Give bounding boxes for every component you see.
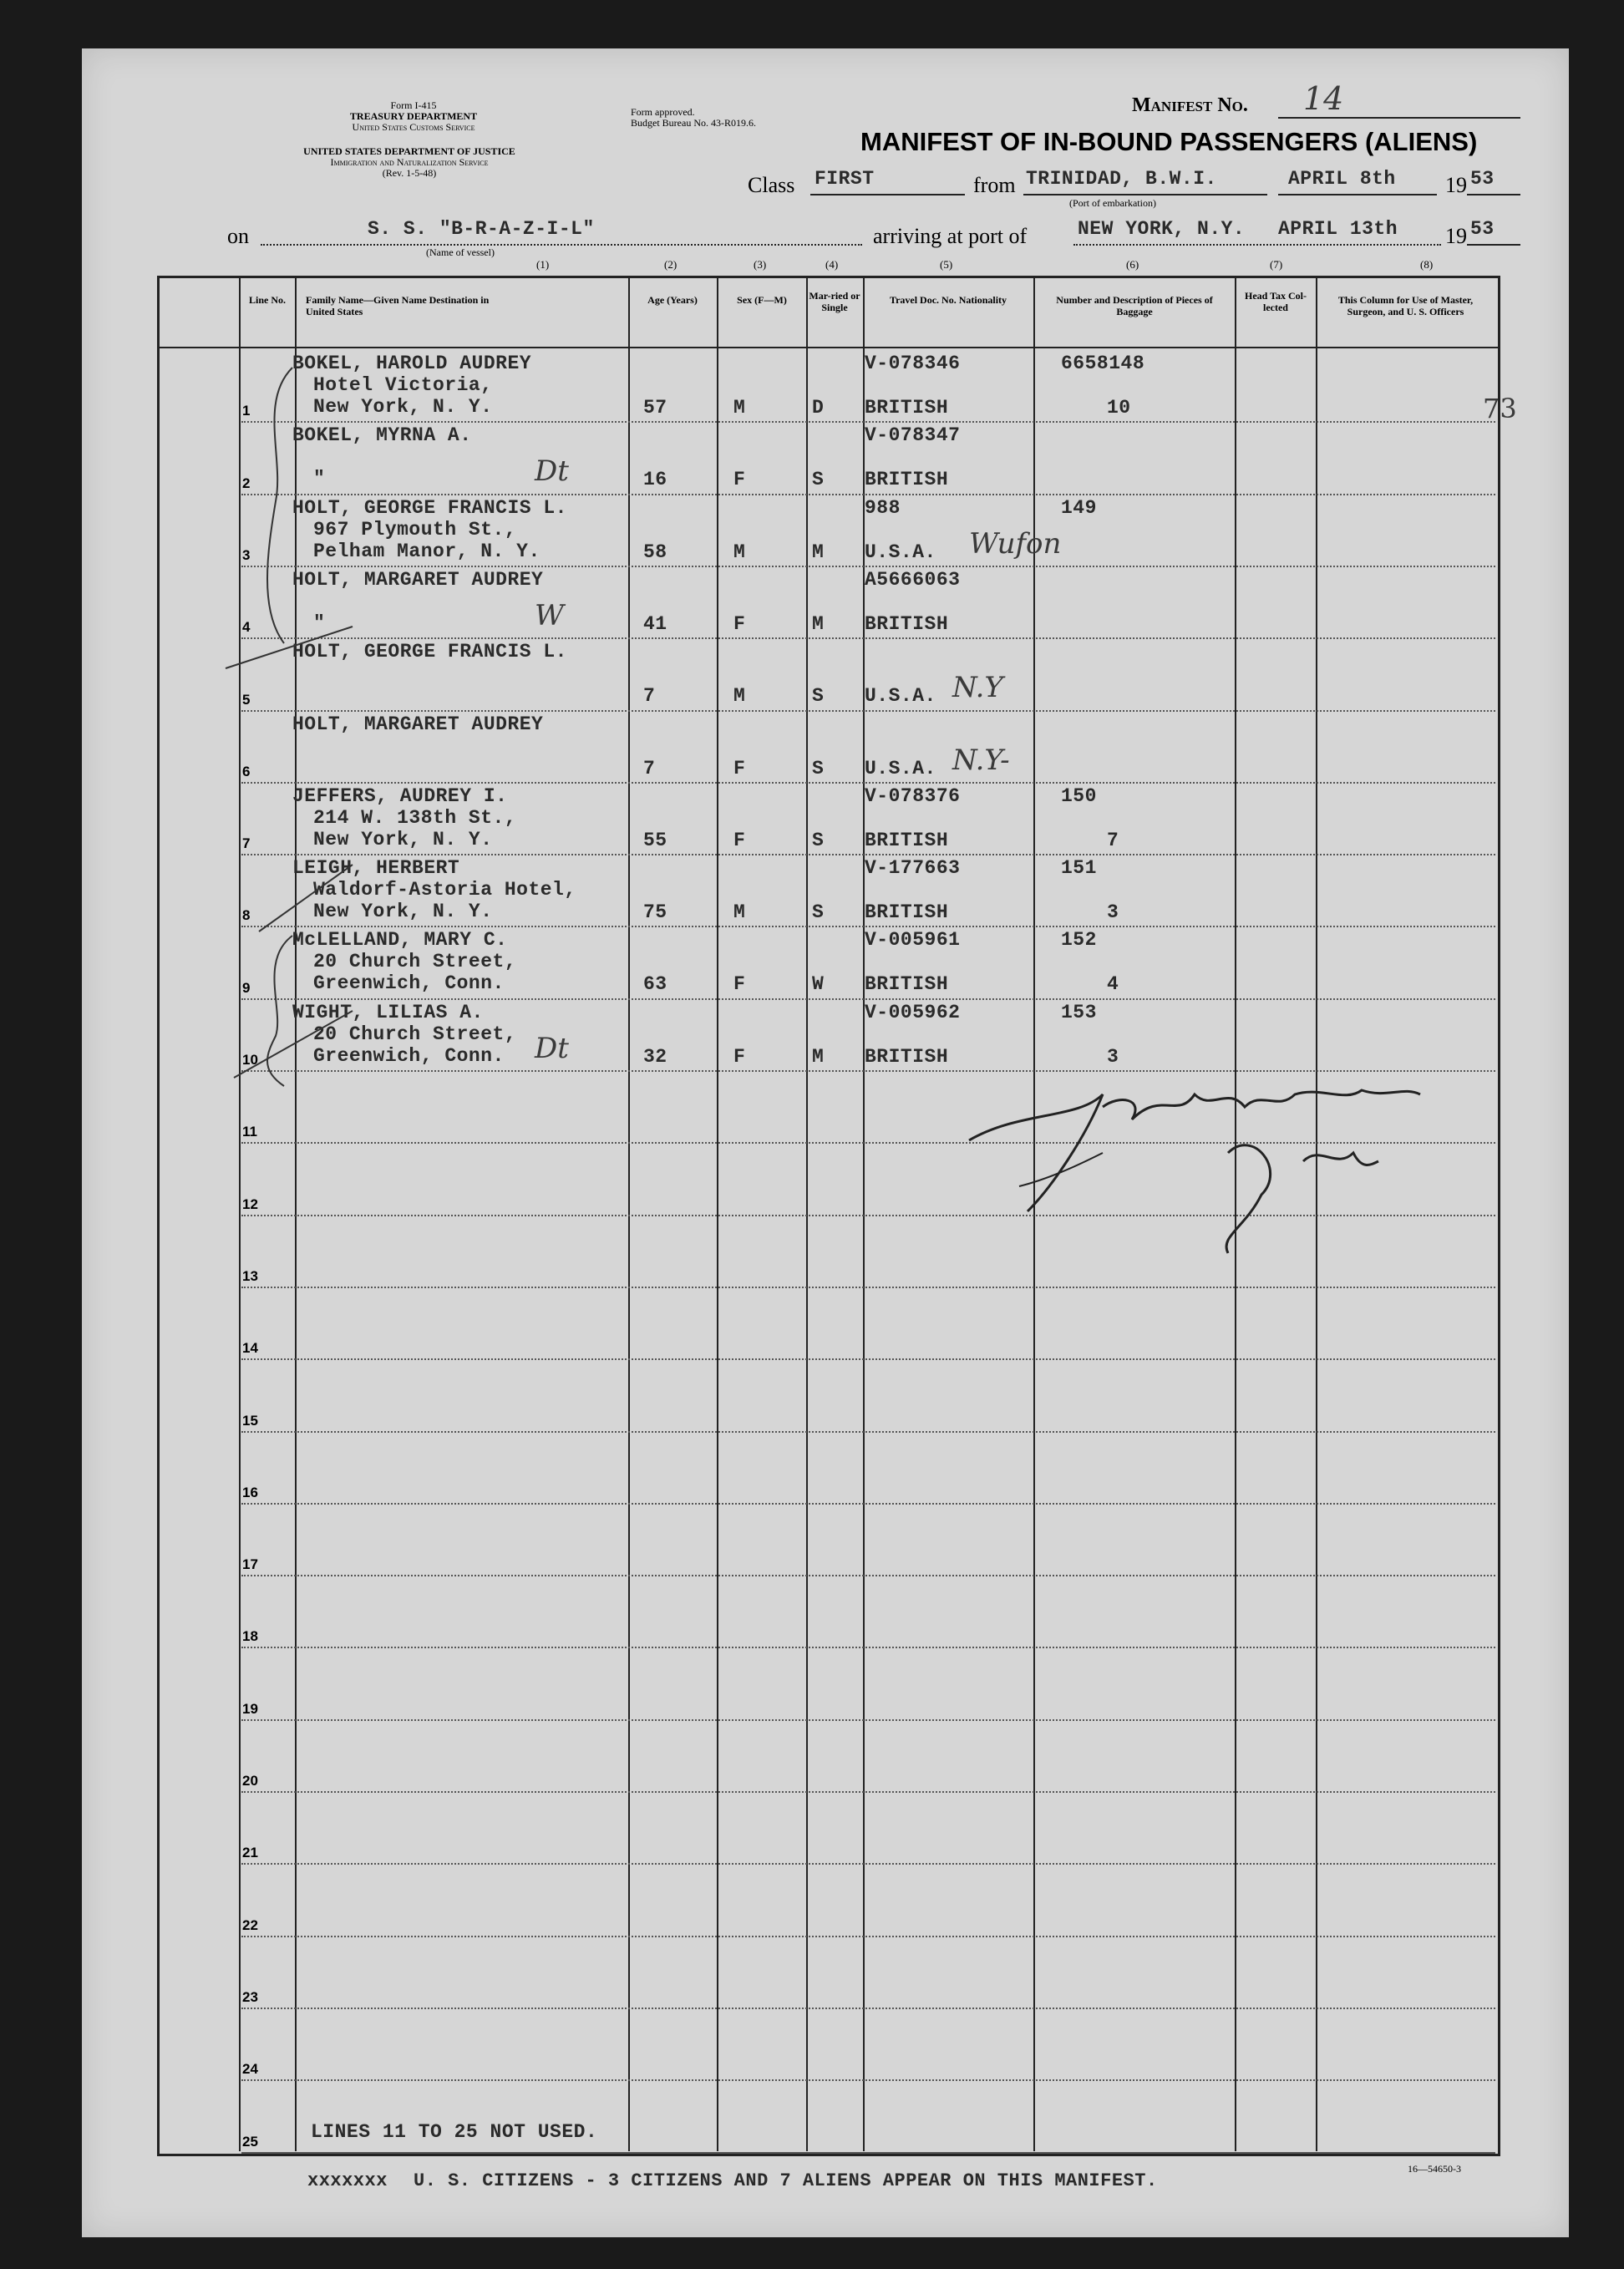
passenger-age: 55: [643, 829, 667, 851]
row-divider: [241, 998, 1495, 1000]
nationality: BRITISH: [865, 469, 949, 491]
passenger-marital-status: S: [812, 685, 825, 708]
footer-code: 16—54650-3: [1408, 2163, 1461, 2175]
passenger-address-1: 214 W. 138th St.,: [313, 806, 517, 829]
passenger-sex: F: [733, 829, 746, 851]
line-number: 17: [242, 1556, 258, 1573]
line-number: 20: [242, 1773, 258, 1789]
line-number: 24: [242, 2061, 258, 2078]
bracket-marks: [159, 351, 359, 1103]
col-num-8: (8): [1420, 258, 1434, 271]
travel-doc-number: 988: [865, 496, 901, 519]
col-num-3: (3): [754, 258, 767, 271]
row-divider: [241, 1503, 1495, 1505]
line-number: 11: [242, 1124, 257, 1140]
passenger-sex: M: [733, 685, 746, 708]
passenger-address-2: Greenwich, Conn.: [313, 1044, 505, 1067]
passenger-age: 63: [643, 973, 667, 996]
official-signature: [952, 1061, 1470, 1270]
baggage-pieces: 10: [1107, 397, 1131, 419]
passenger-address-1: Waldorf-Astoria Hotel,: [313, 879, 576, 901]
vessel-label: (Name of vessel): [426, 246, 495, 258]
nationality: BRITISH: [865, 829, 949, 851]
travel-doc-number: V-078346: [865, 353, 961, 374]
treasury-label: TREASURY DEPARTMENT: [349, 110, 478, 122]
nationality: BRITISH: [865, 973, 949, 996]
header-baggage: Number and Description of Pieces of Baggage: [1056, 294, 1213, 317]
passenger-sex: F: [733, 469, 746, 491]
line-number: 14: [242, 1340, 258, 1357]
passenger-address-2: Pelham Manor, N. Y.: [313, 540, 540, 562]
passenger-name: HOLT, GEORGE FRANCIS L.: [292, 496, 567, 519]
line-number: 5: [242, 691, 251, 708]
passenger-address-1: 20 Church Street,: [313, 1023, 517, 1045]
row-divider: [241, 1647, 1495, 1648]
baggage-number: 151: [1061, 857, 1097, 880]
row-divider: [241, 710, 1495, 712]
baggage-pieces: 7: [1107, 829, 1119, 851]
passenger-address-2: New York, N. Y.: [313, 396, 493, 418]
travel-doc-number: V-005961: [865, 929, 961, 952]
handwritten-note: Dt: [535, 454, 569, 489]
passenger-marital-status: S: [812, 469, 825, 491]
travel-doc-number: V-078347: [865, 424, 961, 447]
baggage-pieces: 4: [1107, 973, 1119, 996]
passenger-address-2: New York, N. Y.: [313, 901, 493, 923]
baggage-number: 153: [1061, 1001, 1097, 1023]
row-divider: [241, 782, 1495, 784]
row-divider: [241, 1719, 1495, 1721]
line-number: 6: [242, 763, 251, 779]
row-divider: [241, 2152, 1495, 2154]
form-approved: Form approved.: [631, 106, 695, 118]
handwritten-note: N.Y-: [952, 743, 1010, 777]
budget-bureau: Budget Bureau No. 43-R019.6.: [631, 117, 756, 129]
arrival-port: NEW YORK, N.Y.: [1078, 218, 1246, 240]
manifest-no-label: Manifest No.: [1132, 94, 1248, 116]
passenger-age: 75: [643, 901, 667, 924]
passenger-marital-status: S: [812, 901, 825, 924]
passenger-address-2: New York, N. Y.: [313, 828, 493, 850]
line-number: 15: [242, 1412, 258, 1429]
handwritten-note: N.Y: [952, 671, 1003, 705]
travel-doc-number: A5666063: [865, 568, 961, 591]
class-label: Class: [748, 173, 795, 197]
baggage-pieces: 3: [1107, 901, 1119, 924]
passenger-sex: F: [733, 757, 746, 779]
manifest-no-value: 14: [1303, 80, 1344, 117]
year-prefix-2: 19: [1445, 224, 1467, 248]
col-num-2: (2): [664, 258, 678, 271]
nationality: BRITISH: [865, 397, 949, 419]
travel-doc-number: V-078376: [865, 784, 961, 807]
passenger-sex: F: [733, 612, 746, 635]
line-number: 19: [242, 1700, 258, 1717]
passenger-marital-status: M: [812, 1045, 825, 1068]
port-embark-label: (Port of embarkation): [1069, 197, 1156, 209]
line-number: 18: [242, 1628, 258, 1645]
vessel-name: S. S. "B-R-A-Z-I-L": [368, 218, 595, 240]
col-num-7: (7): [1270, 258, 1283, 271]
line-number: 23: [242, 1988, 258, 2005]
travel-doc-number: V-177663: [865, 857, 961, 880]
row-divider: [241, 1791, 1495, 1793]
line-number: 10: [242, 1052, 258, 1068]
line-number: 2: [242, 475, 251, 491]
line-number: 1: [242, 403, 251, 419]
row-divider: [241, 2008, 1495, 2009]
nationality: U.S.A.: [865, 757, 936, 779]
lines-not-used-note: LINES 11 TO 25 NOT USED.: [311, 2121, 598, 2144]
year-prefix: 19: [1445, 173, 1467, 197]
passenger-marital-status: D: [812, 397, 825, 419]
passenger-age: 41: [643, 612, 667, 635]
line-number: 12: [242, 1195, 258, 1212]
header-name: Family Name—Given Name Destination in United States: [306, 294, 490, 317]
line-number: 3: [242, 546, 251, 563]
passenger-name: HOLT, MARGARET AUDREY: [292, 568, 544, 591]
form-number: Form I-415: [390, 99, 437, 111]
row-divider: [241, 1431, 1495, 1433]
passenger-name: BOKEL, HAROLD AUDREY: [292, 353, 532, 374]
justice-header: [217, 146, 601, 179]
handwritten-note: Wufon: [969, 526, 1062, 561]
passenger-marital-status: M: [812, 612, 825, 635]
passenger-name: HOLT, GEORGE FRANCIS L.: [292, 641, 567, 663]
header-officers: This Column for Use of Master, Surgeon, and U. S. Officers: [1337, 294, 1474, 317]
handwritten-note: Dt: [535, 1031, 569, 1065]
passenger-age: 16: [643, 469, 667, 491]
row-divider: [241, 494, 1495, 495]
handwritten-note: W: [535, 598, 564, 632]
passenger-age: 57: [643, 397, 667, 419]
row-divider: [241, 1575, 1495, 1576]
passenger-sex: M: [733, 541, 746, 563]
row-divider: [241, 1936, 1495, 1937]
row-divider: [241, 2079, 1495, 2081]
row-divider: [241, 566, 1495, 567]
passenger-age: 32: [643, 1045, 667, 1068]
passenger-marital-status: S: [812, 829, 825, 851]
passenger-address-2: ": [313, 468, 326, 490]
header-headtax: Head Tax Col-lected: [1244, 290, 1307, 313]
passenger-name: LEIGH, HERBERT: [292, 857, 460, 880]
row-divider: [241, 1863, 1495, 1865]
row-divider: [241, 1287, 1495, 1288]
line-number: 25: [242, 2133, 258, 2150]
passenger-age: 7: [643, 757, 656, 779]
passenger-address-2: Greenwich, Conn.: [313, 972, 505, 995]
agency-header: [276, 100, 551, 133]
arrival-year: 53: [1470, 218, 1495, 240]
baggage-number: 6658148: [1061, 353, 1145, 374]
from-label: from: [973, 173, 1016, 197]
footer-strike: xxxxxxx: [307, 2170, 388, 2191]
line-number: 21: [242, 1845, 258, 1861]
passenger-name: JEFFERS, AUDREY I.: [292, 784, 508, 807]
tally-number: 73: [1483, 393, 1517, 424]
header-sex: Sex (F—M): [737, 294, 787, 306]
passenger-address-1: 20 Church Street,: [313, 951, 517, 973]
passenger-marital-status: S: [812, 757, 825, 779]
passenger-marital-status: W: [812, 973, 825, 996]
baggage-number: 150: [1061, 784, 1097, 807]
citizen-summary: U. S. CITIZENS - 3 CITIZENS AND 7 ALIENS APPEAR ON THIS MANIFEST.: [414, 2170, 1158, 2191]
header-age: Age (Years): [647, 294, 698, 306]
line-number: 7: [242, 835, 251, 852]
justice-label: UNITED STATES DEPARTMENT OF JUSTICE: [303, 145, 515, 157]
nationality: BRITISH: [865, 612, 949, 635]
passenger-name: BOKEL, MYRNA A.: [292, 424, 472, 447]
baggage-pieces: 3: [1107, 1045, 1119, 1068]
passenger-age: 7: [643, 685, 656, 708]
row-divider: [241, 854, 1495, 855]
row-divider: [241, 926, 1495, 927]
passenger-age: 58: [643, 541, 667, 563]
col-num-1: (1): [536, 258, 550, 271]
passenger-sex: M: [733, 901, 746, 924]
nationality: BRITISH: [865, 1045, 949, 1068]
on-label: on: [227, 224, 249, 248]
passenger-address-1: Hotel Victoria,: [313, 374, 493, 396]
passenger-sex: F: [733, 973, 746, 996]
row-divider: [241, 421, 1495, 423]
col-num-5: (5): [940, 258, 953, 271]
class-value: FIRST: [815, 168, 875, 190]
line-number: 13: [242, 1267, 258, 1284]
nationality: BRITISH: [865, 901, 949, 924]
header-married: Mar-ried or Single: [809, 290, 860, 313]
departure-date: APRIL 8th: [1288, 168, 1396, 190]
passenger-name: McLELLAND, MARY C.: [292, 929, 508, 952]
baggage-number: 152: [1061, 929, 1097, 952]
header-travel: Travel Doc. No. Nationality: [889, 294, 1007, 306]
revision-label: (Rev. 1-5-48): [382, 167, 437, 179]
line-number: 4: [242, 619, 251, 636]
departure-year: 53: [1470, 168, 1495, 190]
line-number: 22: [242, 1916, 258, 1933]
travel-doc-number: V-005962: [865, 1001, 961, 1023]
col-num-4: (4): [825, 258, 839, 271]
line-number: 16: [242, 1484, 258, 1500]
baggage-number: 149: [1061, 496, 1097, 519]
page-title: MANIFEST OF IN-BOUND PASSENGERS (ALIENS): [860, 127, 1478, 156]
customs-label: United States Customs Service: [352, 121, 475, 133]
approval-block: [631, 107, 756, 129]
arrival-date: APRIL 13th: [1278, 218, 1398, 240]
header-line-no: Line No.: [248, 294, 286, 306]
passenger-name: WIGHT, LILIAS A.: [292, 1001, 484, 1023]
arriving-label: arriving at port of: [873, 224, 1028, 248]
passenger-address-2: ": [313, 612, 326, 634]
passenger-address-1: 967 Plymouth St.,: [313, 518, 517, 541]
line-number: 8: [242, 907, 251, 924]
passenger-marital-status: M: [812, 541, 825, 563]
nationality: U.S.A.: [865, 541, 936, 563]
nationality: U.S.A.: [865, 685, 936, 708]
ins-label: Immigration and Naturalization Service: [330, 156, 489, 168]
passenger-name: HOLT, MARGARET AUDREY: [292, 713, 544, 735]
line-number: 9: [242, 979, 251, 996]
col-num-6: (6): [1126, 258, 1139, 271]
row-divider: [241, 1358, 1495, 1360]
passenger-sex: M: [733, 397, 746, 419]
row-divider: [241, 637, 1495, 639]
from-value: TRINIDAD, B.W.I.: [1026, 168, 1217, 190]
passenger-sex: F: [733, 1045, 746, 1068]
